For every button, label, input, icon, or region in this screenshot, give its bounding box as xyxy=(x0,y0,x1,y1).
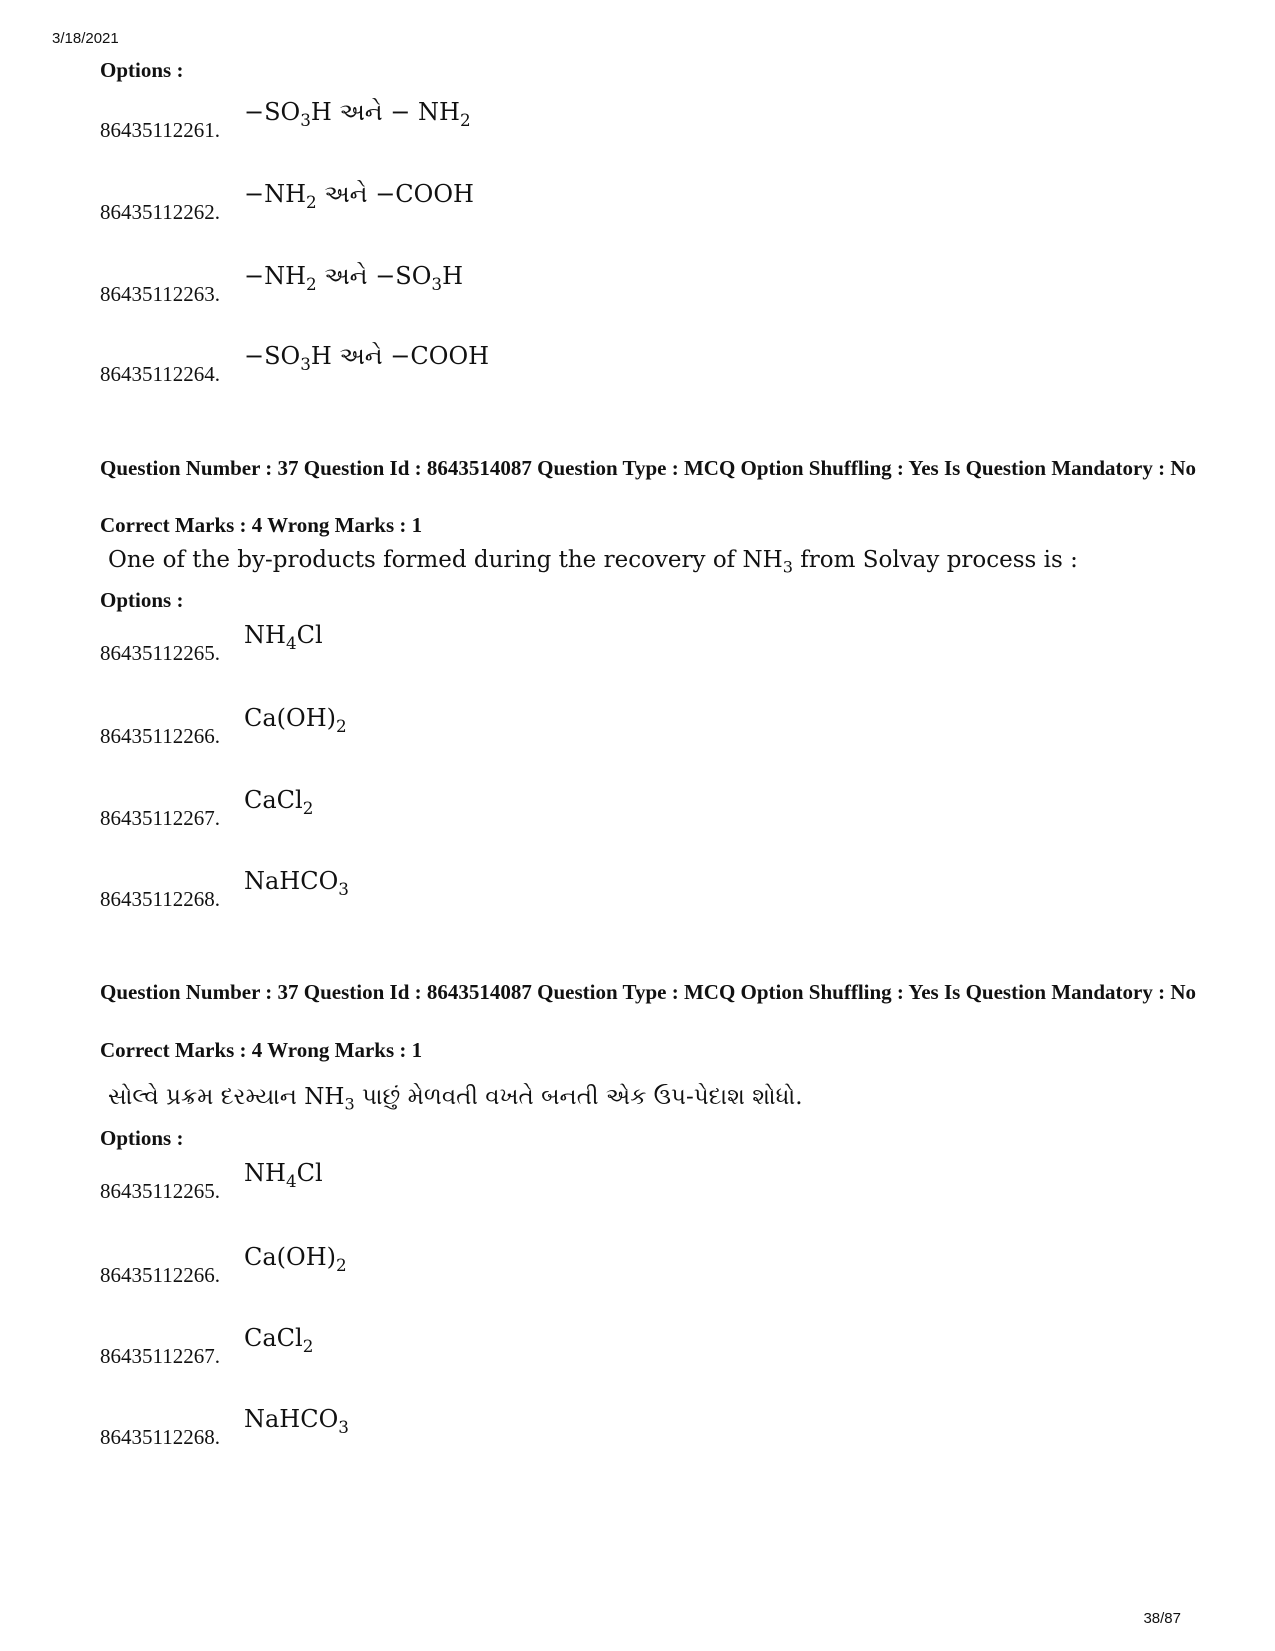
option-formula: $NH_4Cl$ xyxy=(244,1159,323,1191)
option-formula: $NH_4Cl$ xyxy=(244,621,323,653)
option-id: 86435112262. xyxy=(100,200,220,224)
option-formula: CaCl$_2$ xyxy=(244,1324,314,1356)
option-item xyxy=(100,704,800,748)
options-label: Options : xyxy=(100,58,184,82)
question-marks: Correct Marks : 4 Wrong Marks : 1 xyxy=(100,513,423,537)
option-item xyxy=(100,262,800,306)
option-formula: NaHCO$_3$ xyxy=(244,867,349,899)
option-id: 86435112266. xyxy=(100,1263,220,1287)
option-id: 86435112267. xyxy=(100,1344,220,1368)
option-formula: CaCl$_2$ xyxy=(244,786,314,818)
option-item xyxy=(100,786,800,830)
option-item xyxy=(100,1243,800,1287)
option-id: 86435112268. xyxy=(100,1425,220,1449)
option-item xyxy=(100,1324,800,1368)
options-label: Options : xyxy=(100,588,184,612)
question-meta: Question Number : 37 Question Id : 8643514087 Question Type : MCQ Option Shuffling : Yes Is Question Mandatory : No xyxy=(100,456,1196,480)
option-item xyxy=(100,867,800,911)
option-item xyxy=(100,342,800,386)
option-id: 86435112263. xyxy=(100,282,220,306)
option-formula: $Ca(OH)_2$ xyxy=(244,1243,347,1275)
option-item xyxy=(100,621,800,665)
option-item xyxy=(100,98,800,142)
question-text: One of the by-products formed during the recovery of $NH_3$ from Solvay process is : xyxy=(108,547,1078,577)
option-formula: $Ca(OH)_2$ xyxy=(244,704,347,736)
option-id: 86435112267. xyxy=(100,806,220,830)
option-id: 86435112265. xyxy=(100,641,220,665)
options-label: Options : xyxy=(100,1126,184,1150)
option-id: 86435112261. xyxy=(100,118,220,142)
option-item xyxy=(100,1405,800,1449)
page-number: 38/87 xyxy=(1143,1610,1181,1627)
option-item xyxy=(100,180,800,224)
option-id: 86435112264. xyxy=(100,362,220,386)
question-text: સોલ્વે પ્રક્રમ દરમ્યાન $NH_3$ પાછું મેળવતી વખતે બનતી એક ઉપ-પેદાશ શોધો. xyxy=(108,1084,803,1114)
option-formula: $-NH_2$ અને −COOH xyxy=(244,180,474,212)
question-meta: Question Number : 37 Question Id : 8643514087 Question Type : MCQ Option Shuffling : Yes Is Question Mandatory : No xyxy=(100,980,1196,1004)
option-formula: $-NH_2$ અને $-SO_3H$ xyxy=(244,262,464,294)
option-item xyxy=(100,1159,800,1203)
option-id: 86435112268. xyxy=(100,887,220,911)
option-formula: NaHCO$_3$ xyxy=(244,1405,349,1437)
print-date: 3/18/2021 xyxy=(52,30,119,47)
question-marks: Correct Marks : 4 Wrong Marks : 1 xyxy=(100,1038,423,1062)
option-id: 86435112266. xyxy=(100,724,220,748)
option-id: 86435112265. xyxy=(100,1179,220,1203)
option-formula: $-SO_3H$ અને − $NH_2$ xyxy=(244,98,471,130)
option-formula: $-SO_3H$ અને −COOH xyxy=(244,342,490,374)
